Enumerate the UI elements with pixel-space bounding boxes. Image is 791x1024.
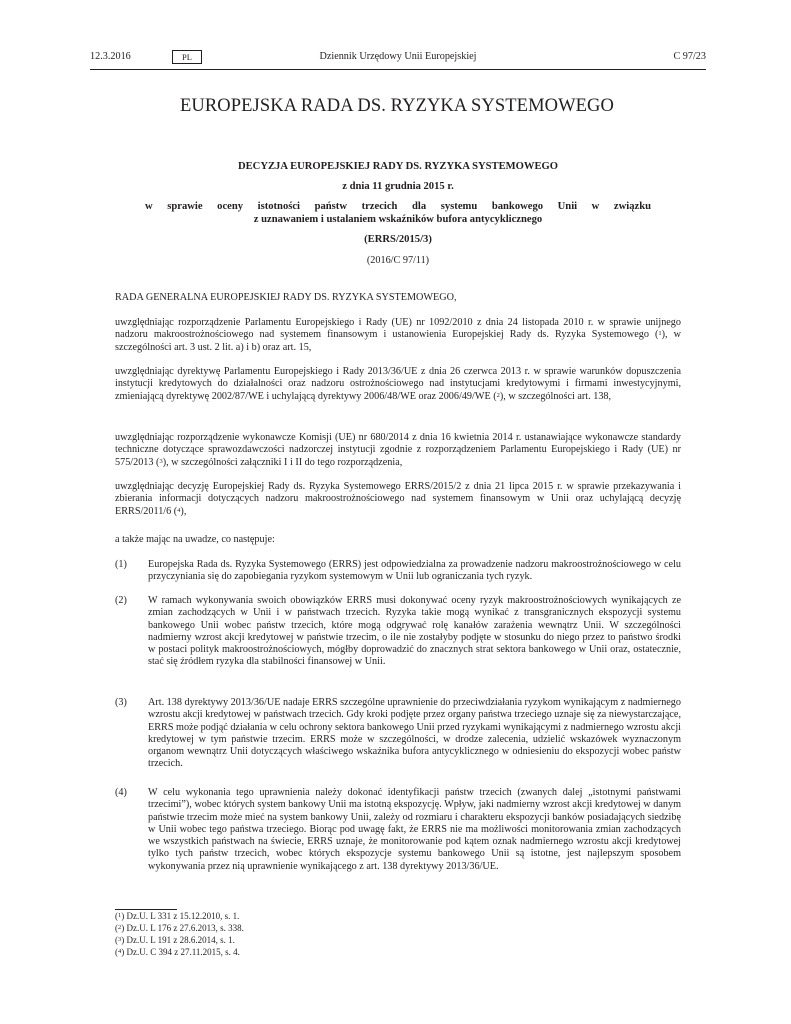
page-header <box>90 51 706 67</box>
recital-text: W ramach wykonywania swoich obowiązków ERRS musi dokonywać oceny ryzyk makroostrożnościowych wynikających ze zmian zachodzących w Unii i w państwach trzecich. Ryzyka takie mogą wynikać z transgranicznych ekspozycji systemu bankowego Unii wobec państw trzecich, które mogą odgrywać rolę kanałów zarażenia wewnątrz Unii. W szczególności nadmierny wzrost akcji kredytowej w państwie trzecim, o ile nie zostałyby podjęte w stosunku do niego przez to państwo środki w postaci polityk makroostrożnościowych, mógłby doprowadzić do znacznych strat sektora bankowego w Unii oraz, ostatecznie, stać się źródłem ryzyka dla stabilności finansowej w Unii. <box>148 595 681 668</box>
recital-number: (1) <box>115 559 127 570</box>
decision-subject <box>115 201 681 226</box>
publication-date: 12.3.2016 <box>90 51 131 62</box>
footnote-text: Dz.U. L 331 z 15.12.2010, s. 1. <box>126 911 240 921</box>
footnote-mark: 4 <box>118 948 122 955</box>
whereas-intro: a także mając na uwadze, co następuje: <box>115 534 275 545</box>
decision-subject-line-1: w sprawie oceny istotności państw trzecich dla systemu bankowego Unii w związku <box>145 201 651 212</box>
citation-text-after: ), w szczególności art. 3 ust. 2 lit. a) i b) oraz art. 15, <box>115 329 681 353</box>
decision-reference: (ERRS/2015/3) <box>364 234 432 245</box>
decision-title: DECYZJA EUROPEJSKIEJ RADY DS. RYZYKA SYSTEMOWEGO <box>237 161 559 172</box>
footnote-ref[interactable]: 4 <box>177 506 181 514</box>
footnote-1: ($^1$) Dz.U. L 331 z 15.12.2010, s. 1. <box>115 911 240 921</box>
recital-number: (3) <box>115 697 127 708</box>
citation-text-after: ), <box>180 505 187 517</box>
footnote-mark: 2 <box>118 924 122 931</box>
citation-2 <box>115 366 681 403</box>
citation-text: uwzględniając decyzję Europejskiej Rady ds. Ryzyka Systemowego ERRS/2015/2 z dnia 21 lipca 2015 r. w sprawie przekazywania i zbierania informacji dotyczących nadzoru makroostrożnościowego nad systemem finansowym w Unii oraz uchylającą decyzję ERRS/2011/6 ( <box>115 481 681 517</box>
citation-text-after: ), w szczególności art. 138, <box>499 390 612 402</box>
citation-text: uwzględniając rozporządzenie wykonawcze Komisji (UE) nr 680/2014 z dnia 16 kwietnia 2014 r. ustanawiające wykonawcze standardy techniczne dotyczące sprawozdawczości nadzorczej instytucji zgodnie z rozporządzeniem Parlamentu Europejskiego i Rady (UE) nr 575/2013 ( <box>115 432 681 468</box>
footnote-4: ($^4$) Dz.U. C 394 z 27.11.2015, s. 4. <box>115 947 240 957</box>
journal-title: Dziennik Urzędowy Unii Europejskiej <box>319 51 477 62</box>
footnote-ref[interactable]: 1 <box>658 330 662 338</box>
header-divider <box>90 69 706 70</box>
recital-text: W celu wykonania tego uprawnienia należy dokonać identyfikacji państw trzecich (zwanych dalej „istotnymi państwami trzecimi”), wobec których system bankowy Unii ma istotną ekspozycję. Wpływ, jaki nadmierny wzrost akcji kredytowej w danym państwie trzecim może mieć na system bankowy Unii, zależy od rozmiaru i charakteru ekspozycji banków posiadających siedzibę w Unii wobec tego państwa trzeciego. Biorąc pod uwagę fakt, że ERRS nie ma możliwości monitorowania zmian zachodzących we wszystkich państwach na świecie, ERRS uznaje, że monitorowanie pod kątem oznak nadmiernego wzrostu akcji kredytowej tylko tych państw trzecich, wobec których ekspozycje systemu bankowego Unii są istotne, jest najlepszym sposobem wykonywania przez nią uprawnienie wynikającego z art. 138 dyrektywy 2013/36/UE. <box>148 787 681 872</box>
page-number: C 97/23 <box>673 51 706 62</box>
footnote-mark: 1 <box>118 912 122 919</box>
institution-heading: EUROPEJSKA RADA DS. RYZYKA SYSTEMOWEGO <box>180 96 614 116</box>
citation-text: uwzględniając rozporządzenie Parlamentu Europejskiego i Rady (UE) nr 1092/2010 z dnia 24 listopada 2010 r. w sprawie unijnego nadzoru makroostrożnościowego nad systemem finansowym i ustanowienia Europejskiej Rady ds. Ryzyka Systemowego ( <box>115 317 681 341</box>
official-journal-reference: (2016/C 97/11) <box>366 255 430 266</box>
recital-text: Europejska Rada ds. Ryzyka Systemowego (ERRS) jest odpowiedzialna za prowadzenie nadzoru makroostrożnościowego w celu przyczyniania się do zapobiegania ryzykom systemowym w Unii lub ograniczania tych ryzyk. <box>148 559 681 583</box>
decision-subject-line-2: z uznawaniem i ustalaniem wskaźników bufora antycyklicznego <box>253 213 543 225</box>
citation-1 <box>115 317 681 354</box>
preamble: RADA GENERALNA EUROPEJSKIEJ RADY DS. RYZYKA SYSTEMOWEGO, <box>115 292 457 303</box>
recital-text: Art. 138 dyrektywy 2013/36/UE nadaje ERRS szczególne uprawnienie do przeciwdziałania ryzykom wynikającym z nadmiernego wzrostu akcji kredytowej w państwach trzecich. Gdy kroki podjęte przez organy państwa trzeciego uznaje się za niewystarczające, ERRS może podjąć działania w celu ochrony sektora bankowego Unii przed ryzykami wynikającymi z nadmiernego wzrostu akcji kredytowej w tym państwie trzecim. ERRS może w szczególności, w drodze zalecenia, udzielić wskazówek wyznaczonym organom wewnątrz Unii dotyczących właściwego wskaźnika bufora antycyklicznego w odniesieniu do ekspozycji wobec państw trzecich. <box>148 697 681 770</box>
citation-4 <box>115 481 681 518</box>
footnote-divider <box>115 909 177 910</box>
footnote-text: Dz.U. L 176 z 27.6.2013, s. 338. <box>126 923 244 933</box>
footnote-ref[interactable]: 2 <box>496 391 500 399</box>
footnote-ref[interactable]: 3 <box>159 457 163 465</box>
footnote-3: ($^3$) Dz.U. L 191 z 28.6.2014, s. 1. <box>115 935 235 945</box>
citation-text: uwzględniając dyrektywę Parlamentu Europejskiego i Rady 2013/36/UE z dnia 26 czerwca 2013 r. w sprawie warunków dopuszczenia instytucji kredytowych do działalności oraz nadzoru ostrożnościowego nad instytucjami kredytowymi i firmami inwestycyjnymi, zmieniającą dyrektywę 2002/87/WE i uchylającą dyrektywy 2006/48/WE oraz 2006/49/WE ( <box>115 366 681 402</box>
footnote-text: Dz.U. L 191 z 28.6.2014, s. 1. <box>126 935 235 945</box>
language-badge: PL <box>172 50 202 64</box>
citation-text-after: ), w szczególności załączniki I i II do tego rozporządzenia, <box>162 456 403 468</box>
footnote-text: Dz.U. C 394 z 27.11.2015, s. 4. <box>126 947 240 957</box>
recital-number: (2) <box>115 595 127 606</box>
citation-3 <box>115 432 681 469</box>
footnote-mark: 3 <box>118 936 122 943</box>
recital-number: (4) <box>115 787 127 798</box>
decision-date: z dnia 11 grudnia 2015 r. <box>342 181 454 192</box>
footnote-2: ($^2$) Dz.U. L 176 z 27.6.2013, s. 338. <box>115 923 244 933</box>
